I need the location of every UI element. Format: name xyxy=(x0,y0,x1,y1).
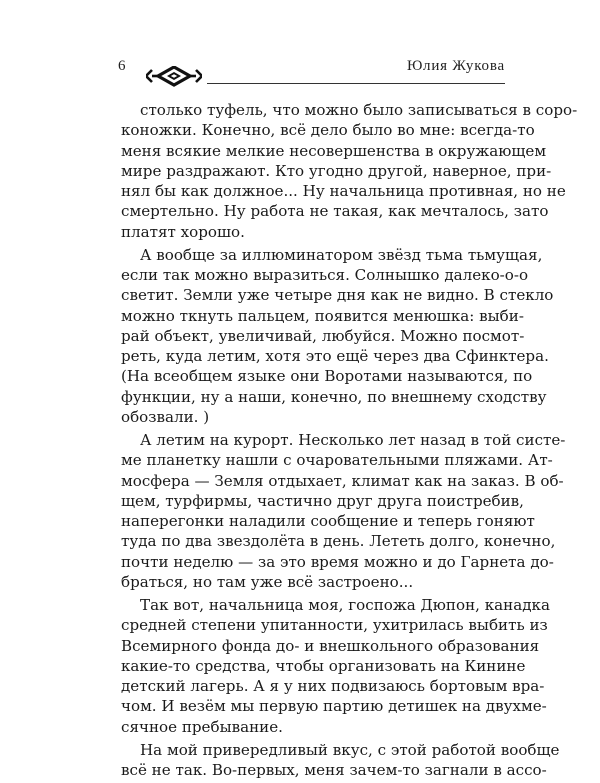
text-line: А вообще за иллюминатором звёзд тьма тьмущая, xyxy=(140,245,543,264)
header-rule xyxy=(207,83,505,84)
text-line: сячное пребывание. xyxy=(121,717,283,736)
text-line: рай объект, увеличивай, любуйся. Можно посмот- xyxy=(121,326,525,345)
page-number: 6 xyxy=(118,58,126,74)
text-line: Всемирного фонда до- и внешкольного образования xyxy=(121,636,540,655)
text-line: ме планетку нашли с очаровательными пляжами. Ат- xyxy=(121,451,553,470)
text-line: почти неделю — за это время можно и до Гарнета до- xyxy=(121,552,554,571)
text-line: всё не так. Во-первых, меня зачем-то загнали в ассо- xyxy=(121,761,547,779)
text-line: нял бы как должное... Ну начальница противная, но не xyxy=(121,182,566,200)
text-line: если так можно выразиться. Солнышко далеко-о-о xyxy=(121,266,529,284)
paragraph xyxy=(121,245,554,427)
text-line: чом. И везём мы первую партию детишек на двухме- xyxy=(121,697,547,716)
paragraph xyxy=(121,430,566,592)
text-line: столько туфель, что можно было записываться в соро- xyxy=(140,101,578,119)
paragraphs xyxy=(121,100,578,780)
body-text xyxy=(121,100,578,783)
text-line: детский лагерь. А я у них подвизаюсь бортовым вра- xyxy=(121,677,545,695)
text-line: коножки. Конечно, всё дело было во мне: всегда-то xyxy=(121,121,535,140)
text-line: мосфера — Земля отдыхает, климат как на заказ. В об- xyxy=(121,471,564,490)
paragraph xyxy=(121,595,550,737)
page-header xyxy=(113,52,505,92)
text-line: А летим на курорт. Несколько лет назад в той систе- xyxy=(140,431,566,449)
text-line: платят хорошо. xyxy=(121,222,245,241)
text-line: можно ткнуть пальцем, появится менюшка: выби- xyxy=(121,306,524,325)
text-line: меня всякие мелкие несовершенства в окружающем xyxy=(121,141,547,160)
text-line: туда по два звездолёта в день. Лететь долго, конечно, xyxy=(121,532,556,551)
paragraph xyxy=(121,100,578,242)
text-line: обозвали. ) xyxy=(121,407,210,426)
text-line: средней степени упитанности, ухитрилась выбить из xyxy=(121,616,548,635)
text-line: наперегонки наладили сообщение и теперь гоняют xyxy=(121,512,535,530)
text-line: На мой привередливый вкус, с этой работой вообще xyxy=(140,740,560,759)
text-line: смертельно. Ну работа не такая, как мечталось, зато xyxy=(121,202,549,221)
text-line: реть, куда летим, хотя это ещё через два Сфинктера. xyxy=(121,347,549,365)
text-line: какие-то средства, чтобы организовать на Кинине xyxy=(121,656,526,675)
diamond-ornament-icon xyxy=(146,66,202,94)
text-line: (На всеобщем языке они Воротами называются, по xyxy=(121,367,533,386)
text-line: Так вот, начальница моя, госпожа Дюпон, канадка xyxy=(140,596,550,614)
paragraph xyxy=(121,740,560,781)
running-title: Юлия Жукова xyxy=(407,58,505,74)
text-line: щем, турфирмы, частично друг друга поистребив, xyxy=(121,491,524,510)
text-line: браться, но там уже всё застроено... xyxy=(121,572,414,591)
text-line: светит. Земли уже четыре дня как не видно. В стекло xyxy=(121,286,554,305)
text-line: мире раздражают. Кто угодно другой, наверное, при- xyxy=(121,161,552,180)
text-line: функции, ну а наши, конечно, по внешнему сходству xyxy=(121,387,547,406)
